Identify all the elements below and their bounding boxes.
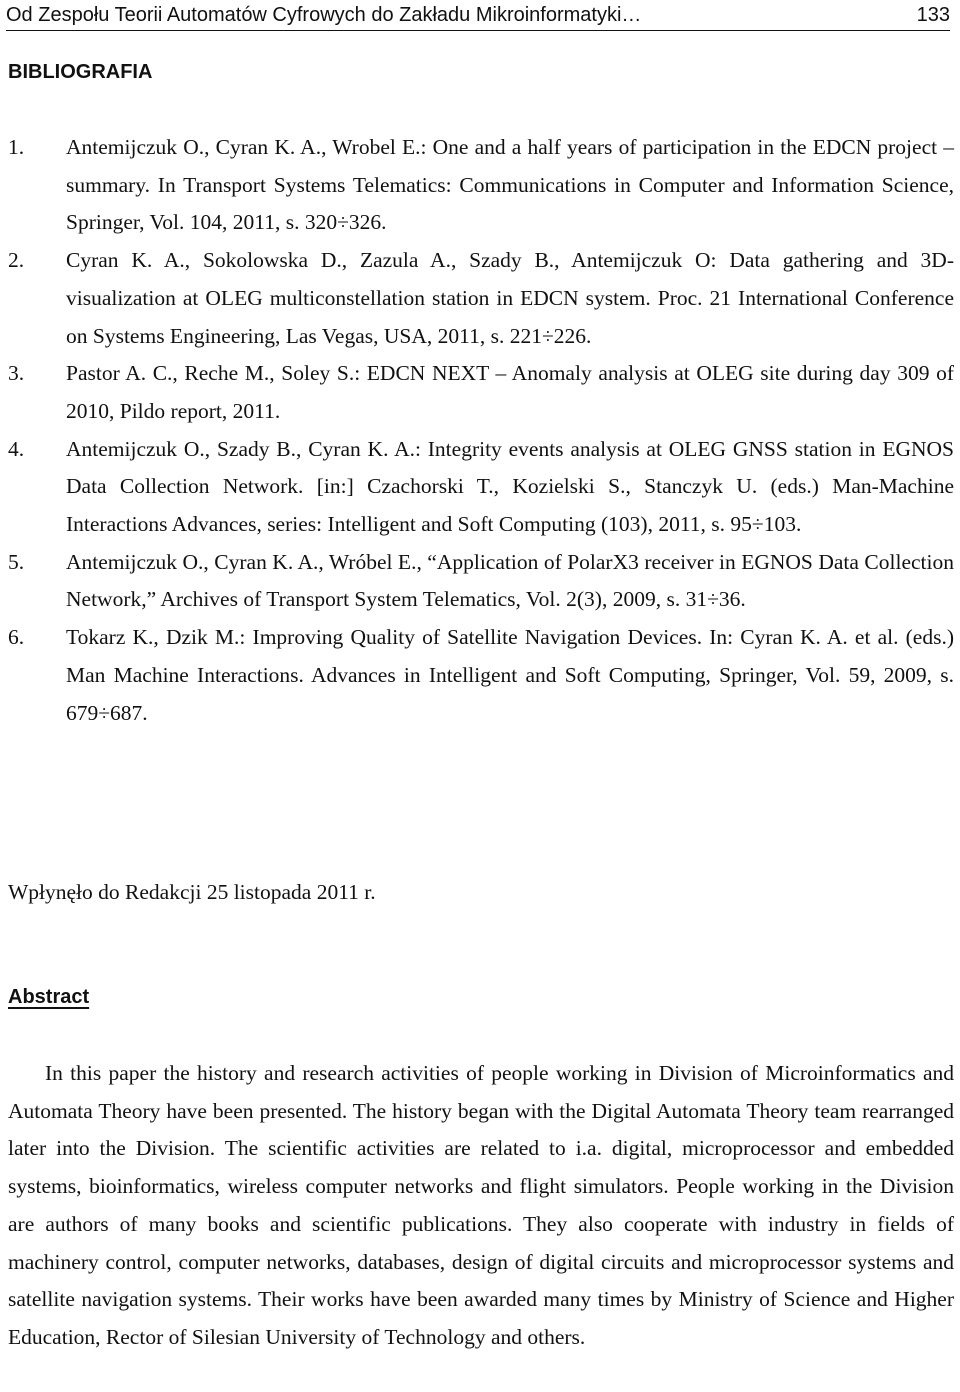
reference-number: 2.	[8, 248, 25, 273]
reference-number: 4.	[8, 436, 25, 461]
reference-item	[6, 544, 954, 619]
reference-item	[6, 355, 954, 430]
reference-list	[6, 129, 954, 732]
reference-item	[6, 431, 954, 544]
reference-text: Antemijczuk O., Cyran K. A., Wrobel E.: One and a half years of participation in the EDCN project – summary. In Transport Systems Telematics: Communications in Computer and Information Science, Springer, Vol. 104, 2011, s. 320÷326.	[66, 135, 954, 235]
running-header	[6, 0, 950, 31]
abstract-heading-label: Abstract	[8, 986, 90, 1008]
abstract-text: In this paper the history and research activities of people working in Division of Microinformatics and Automata Theory have been presented. The history began with the Digital Automata Theory team rearranged later into the Division. The scientific activities are related to i.a. digital, microprocessor and embedded systems, bioinformatics, wireless computer networks and flight simulators. People working in the Division are authors of many books and scientific publications. They also cooperate with industry in fields of machinery control, computer networks, databases, design of digital circuits and microprocessor systems and satellite navigation systems. Their works have been awarded many times by Ministry of Science and Higher Education, Rector of Silesian University of Technology and others.	[8, 1061, 954, 1349]
abstract-heading	[8, 980, 89, 1014]
page-number: 133	[916, 4, 950, 26]
reference-item	[6, 129, 954, 242]
reference-text: Pastor A. C., Reche M., Soley S.: EDCN NEXT – Anomaly analysis at OLEG site during day 309 of 2010, Pildo report, 2011.	[66, 361, 954, 423]
reference-item	[6, 619, 954, 732]
reference-number: 1.	[8, 135, 25, 159]
reference-text: Antemijczuk O., Szady B., Cyran K. A.: Integrity events analysis at OLEG GNSS station in EGNOS Data Collection Network. [in:] Czachorski T., Kozielski S., Stanczyk U. (eds.) Man-Machine Interactions Advances, series: Intelligent and Soft Computing (103), 2011, s. 95÷103.	[66, 436, 954, 537]
reference-item	[6, 242, 954, 355]
reference-text: Tokarz K., Dzik M.: Improving Quality of Satellite Navigation Devices. In: Cyran K. A. et al. (eds.) Man Machine Interactions. Advances in Intelligent and Soft Computing, Springer, Vol. 59, 2009, s. 679÷687.	[66, 625, 954, 725]
reference-number: 6.	[8, 625, 25, 650]
reference-text: Antemijczuk O., Cyran K. A., Wróbel E., “Application of PolarX3 receiver in EGNOS Data Collection Network,” Archives of Transport System Telematics, Vol. 2(3), 2009, s. 31÷36.	[66, 549, 954, 612]
reference-number: 5.	[8, 549, 25, 574]
bibliography-heading: BIBLIOGRAFIA	[8, 61, 153, 83]
received-note: Wpłynęło do Redakcji 25 listopada 2011 r.	[8, 880, 376, 904]
reference-text: Cyran K. A., Sokolowska D., Zazula A., Szady B., Antemijczuk O: Data gathering and 3D-visualization at OLEG multiconstellation station in EDCN system. Proc. 21 International Conference on Systems Engineering, Las Vegas, USA, 2011, s. 221÷226.	[66, 248, 954, 348]
running-header-title: Od Zespołu Teorii Automatów Cyfrowych do Zakładu Mikroinformatyki…	[6, 4, 642, 26]
reference-number: 3.	[8, 361, 25, 386]
